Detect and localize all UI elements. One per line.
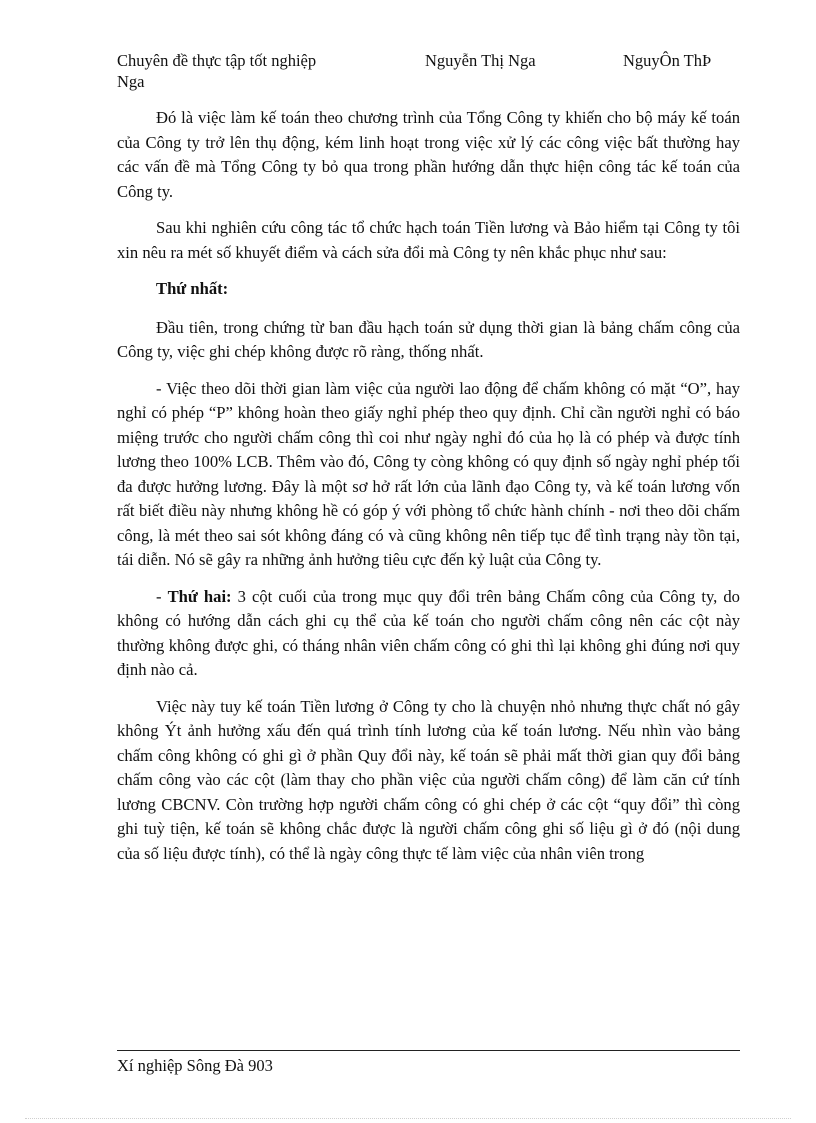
- paragraph-2: Sau khi nghiên cứu công tác tổ chức hạch toán Tiền lương và Bảo hiểm tại Công ty tôi xin nêu ra mét số khuyết điểm và cách sửa đổi mà Công ty nên khắc phục như sau:: [117, 218, 740, 262]
- paragraph-5: [117, 585, 740, 683]
- page-footer: Xí nghiệp Sông Đà 903: [117, 1056, 273, 1075]
- header-author-garbled: NguyÔn ThÞ: [623, 51, 712, 70]
- paragraph-5-text: 3 cột cuối của trong mục quy đổi trên bảng Chấm công của Công ty, do không có hướng dẫn cách ghi cụ thể của kế toán cho người chấm công nên các cột này thường không được ghi, có tháng nhân viên chấm công có ghi thì lại không ghi đúng nơi quy định nào cả.: [117, 586, 740, 679]
- paragraph-6: Việc này tuy kế toán Tiền lương ở Công ty cho là chuyện nhỏ nhưng thực chất nó gây không Ýt ảnh hưởng xấu đến quá trình tính lương của kế toán lương. Nếu nhìn vào bảng chấm công không có ghi gì ở phần Quy đổi này, kế toán sẽ phải mất thời gian quy đổi bảng chấm công vào các cột (làm thay cho phần việc của người chấm công) để làm căn cứ tính lương CBCNV. Còn trường hợp người chấm công có ghi chép ở các cột “quy đổi” thì còng ghi tuỳ tiện, kế toán sẽ không chắc được là người chấm công ghi số liệu gì ở đó (nội dung của số liệu được tính), có thể là ngày công thực tế làm việc của nhân viên trong: [117, 696, 740, 863]
- document-body: [117, 106, 740, 878]
- paragraph-5-prefix: -: [156, 586, 168, 606]
- page-header: [117, 50, 742, 91]
- section-heading-first: Thứ nhất:: [156, 279, 229, 298]
- page-bottom-dotted-border: [25, 1118, 791, 1119]
- paragraph-4: - Việc theo dõi thời gian làm việc của người lao động để chấm không có mặt “O”, hay nghỉ có phép “P” không hoàn theo giấy nghỉ phép theo quy định. Chỉ cần người nghỉ có báo miệng trước cho người chấm công thì coi như ngày nghỉ đó của họ là có phép và được tính lương theo 100% LCB. Thêm vào đó, Công ty còng không có quy định số ngày nghỉ phép tối đa được hưởng lương. Đây là một sơ hở rất lớn của lãnh đạo Công ty, và kế toán lương vốn rất biết điều này nhưng không hề có góp ý với phòng tổ chức hành chính - nơi theo dõi chấm công, là mét theo sai sót không đáng có và cũng không nên tiếp tục để tình trạng này tồn tại, tái diễn. Nó sẽ gây ra những ảnh hưởng tiêu cực đến kỷ luật của Công ty.: [117, 378, 740, 569]
- header-author: Nguyễn Thị Nga: [425, 51, 536, 70]
- paragraph-1: Đó là việc làm kế toán theo chương trình của Tổng Công ty khiến cho bộ máy kế toán của Công ty trở lên thụ động, kém linh hoạt trong việc xử lý các công việc bất thường hay các vấn đề mà Tổng Công ty bỏ qua trong phần hướng dẫn thực hiện công tác kế toán của Công ty.: [117, 108, 740, 201]
- footer-divider: [117, 1050, 740, 1051]
- header-document-title: Chuyên đề thực tập tốt nghiệp: [117, 51, 317, 70]
- header-continuation: Nga: [117, 72, 145, 91]
- section-heading-second: Thứ hai:: [167, 586, 232, 606]
- paragraph-3: Đầu tiên, trong chứng từ ban đầu hạch toán sử dụng thời gian là bảng chấm công của Công ty, việc ghi chép không được rõ ràng, thống nhất.: [117, 317, 740, 361]
